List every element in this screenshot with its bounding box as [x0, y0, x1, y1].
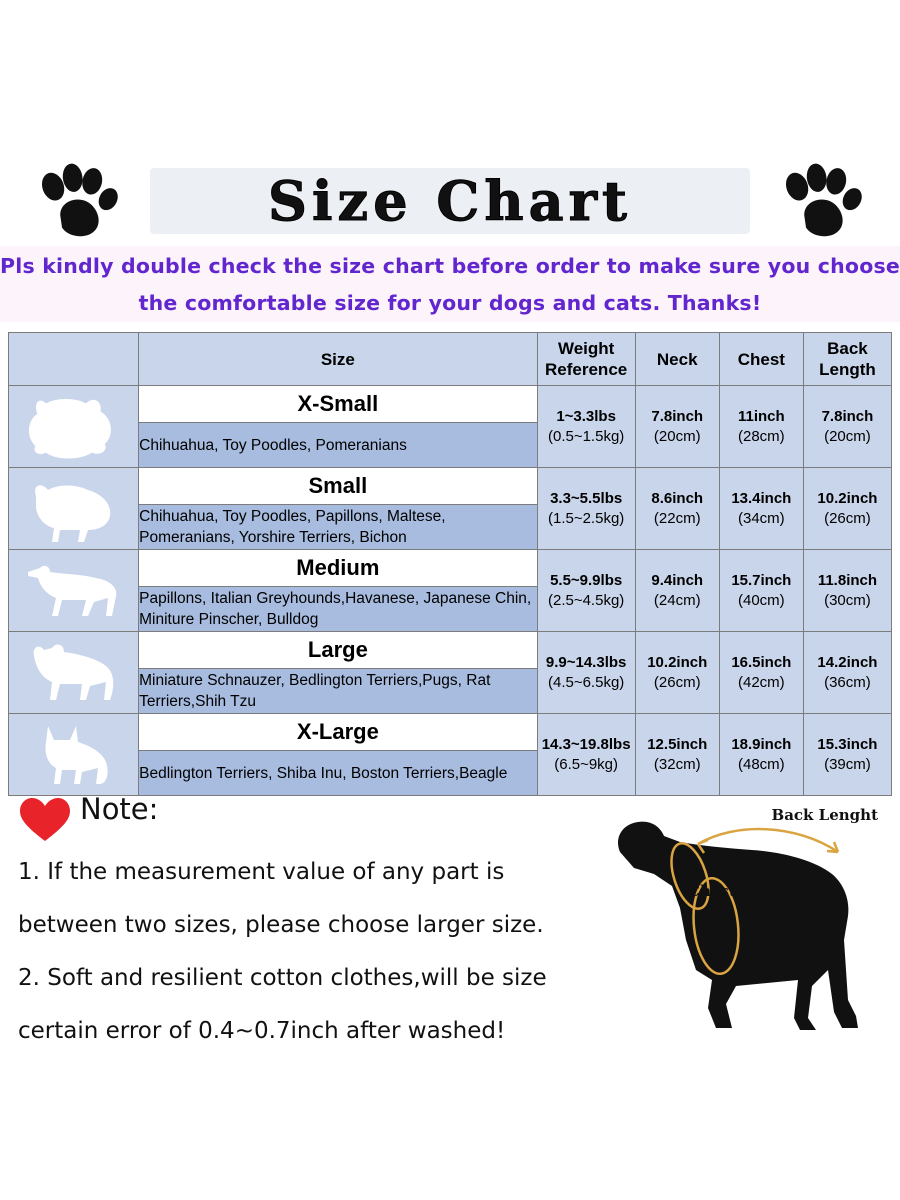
- back-cm: (30cm): [824, 591, 871, 609]
- note-line-1: 1. If the measurement value of any part is between two sizes, please choose larger size.: [18, 859, 544, 938]
- breed-list: Chihuahua, Toy Poodles, Papillons, Maltese, Pomeranians, Yorshire Terriers, Bichon: [139, 505, 537, 550]
- weight-lbs: 14.3~19.8lbs: [541, 735, 631, 753]
- weight-cell: [537, 632, 635, 714]
- dog-measurement-diagram: [576, 790, 886, 1050]
- long-hair-dog-silhouette-icon: [9, 468, 139, 550]
- weight-kg: (6.5~9kg): [554, 755, 619, 773]
- weight-kg: (0.5~1.5kg): [547, 427, 625, 445]
- neck-cell: [635, 550, 719, 632]
- note-line-2: 2. Soft and resilient cotton clothes,will be size certain error of 0.4~0.7inch after washed!: [18, 965, 547, 1044]
- breed-list: Papillons, Italian Greyhounds,Havanese, Japanese Chin, Miniture Pinscher, Bulldog: [139, 587, 537, 632]
- chest-cell: [719, 468, 803, 550]
- neck-cm: (26cm): [653, 673, 701, 691]
- chest-cm: (48cm): [737, 755, 785, 773]
- table-row: [9, 550, 892, 587]
- neck-cm: (24cm): [653, 591, 701, 609]
- header-size: Size: [139, 333, 537, 386]
- header-neck: Neck: [635, 333, 719, 386]
- weight-lbs: 9.9~14.3lbs: [545, 653, 627, 671]
- weight-cell: [537, 468, 635, 550]
- back-cell: [803, 632, 891, 714]
- neck-inch: 10.2inch: [647, 653, 708, 671]
- diagram-label-chest: Chest: [688, 882, 736, 900]
- page-title: Size Chart: [268, 169, 632, 233]
- header-chest: Chest: [719, 333, 803, 386]
- fluffy-dog-silhouette-icon: [9, 386, 139, 468]
- size-table: [8, 332, 892, 796]
- chest-cell: [719, 550, 803, 632]
- chest-inch: 15.7inch: [731, 571, 792, 589]
- size-label: Small: [139, 468, 537, 505]
- diagram-label-neck: Neck: [622, 832, 665, 850]
- chest-cell: [719, 714, 803, 796]
- weight-cell: [537, 714, 635, 796]
- neck-cell: [635, 632, 719, 714]
- neck-inch: 12.5inch: [647, 735, 708, 753]
- header-back-length: Back Length: [803, 333, 891, 386]
- chest-inch: 11inch: [737, 407, 785, 425]
- back-cm: (39cm): [824, 755, 871, 773]
- breed-list: Bedlington Terriers, Shiba Inu, Boston Terriers,Beagle: [139, 751, 537, 796]
- back-inch: 15.3inch: [817, 735, 878, 753]
- back-inch: 10.2inch: [817, 489, 878, 507]
- terrier-silhouette-icon: [9, 714, 139, 796]
- note-section: [0, 786, 900, 1086]
- neck-cm: (22cm): [653, 509, 701, 527]
- header-image-blank: [9, 333, 139, 386]
- chest-cm: (40cm): [737, 591, 785, 609]
- neck-cell: [635, 468, 719, 550]
- weight-cell: [537, 386, 635, 468]
- neck-inch: 8.6inch: [651, 489, 704, 507]
- chest-cm: (28cm): [737, 427, 785, 445]
- diagram-label-back-length: Back Lenght: [771, 806, 878, 824]
- back-inch: 7.8inch: [821, 407, 874, 425]
- table-row: [9, 714, 892, 751]
- chest-inch: 18.9inch: [731, 735, 792, 753]
- medium-dog-silhouette-icon: [9, 632, 139, 714]
- weight-lbs: 1~3.3lbs: [556, 407, 616, 425]
- size-label: X-Large: [139, 714, 537, 751]
- heart-icon: [18, 796, 72, 844]
- chest-inch: 13.4inch: [731, 489, 792, 507]
- back-cell: [803, 468, 891, 550]
- title-band: [0, 158, 900, 244]
- note-title: Note:: [80, 792, 159, 826]
- size-label: X-Small: [139, 386, 537, 423]
- header-weight: Weight Reference: [537, 333, 635, 386]
- weight-cell: [537, 550, 635, 632]
- neck-cell: [635, 714, 719, 796]
- weight-lbs: 3.3~5.5lbs: [550, 489, 623, 507]
- weight-lbs: 5.5~9.9lbs: [550, 571, 623, 589]
- breed-list: Chihuahua, Toy Poodles, Pomeranians: [139, 423, 537, 468]
- table-header-row: [9, 333, 892, 386]
- neck-inch: 7.8inch: [651, 407, 704, 425]
- breed-list: Miniature Schnauzer, Bedlington Terriers,Pugs, Rat Terriers,Shih Tzu: [139, 669, 537, 714]
- back-inch: 14.2inch: [817, 653, 878, 671]
- back-inch: 11.8inch: [817, 571, 878, 589]
- size-label: Medium: [139, 550, 537, 587]
- back-cm: (36cm): [824, 673, 871, 691]
- weight-kg: (2.5~4.5kg): [547, 591, 625, 609]
- chest-inch: 16.5inch: [731, 653, 792, 671]
- weight-kg: (1.5~2.5kg): [547, 509, 625, 527]
- neck-inch: 9.4inch: [651, 571, 704, 589]
- back-cm: (26cm): [824, 509, 871, 527]
- chest-cm: (42cm): [737, 673, 785, 691]
- greyhound-silhouette-icon: [9, 550, 139, 632]
- weight-kg: (4.5~6.5kg): [547, 673, 625, 691]
- note-body: [18, 846, 598, 1058]
- table-row: [9, 468, 892, 505]
- neck-cell: [635, 386, 719, 468]
- chest-cm: (34cm): [737, 509, 785, 527]
- back-cell: [803, 386, 891, 468]
- neck-cm: (32cm): [653, 755, 701, 773]
- back-cell: [803, 714, 891, 796]
- chest-cell: [719, 386, 803, 468]
- size-label: Large: [139, 632, 537, 669]
- subtitle-text: Pls kindly double check the size chart before order to make sure you choose the comfortable size for your dogs and cats. Thanks!: [0, 246, 900, 322]
- chest-cell: [719, 632, 803, 714]
- back-cm: (20cm): [824, 427, 871, 445]
- neck-cm: (20cm): [653, 427, 701, 445]
- back-cell: [803, 550, 891, 632]
- table-row: [9, 632, 892, 669]
- size-table-wrapper: [8, 332, 892, 796]
- table-row: [9, 386, 892, 423]
